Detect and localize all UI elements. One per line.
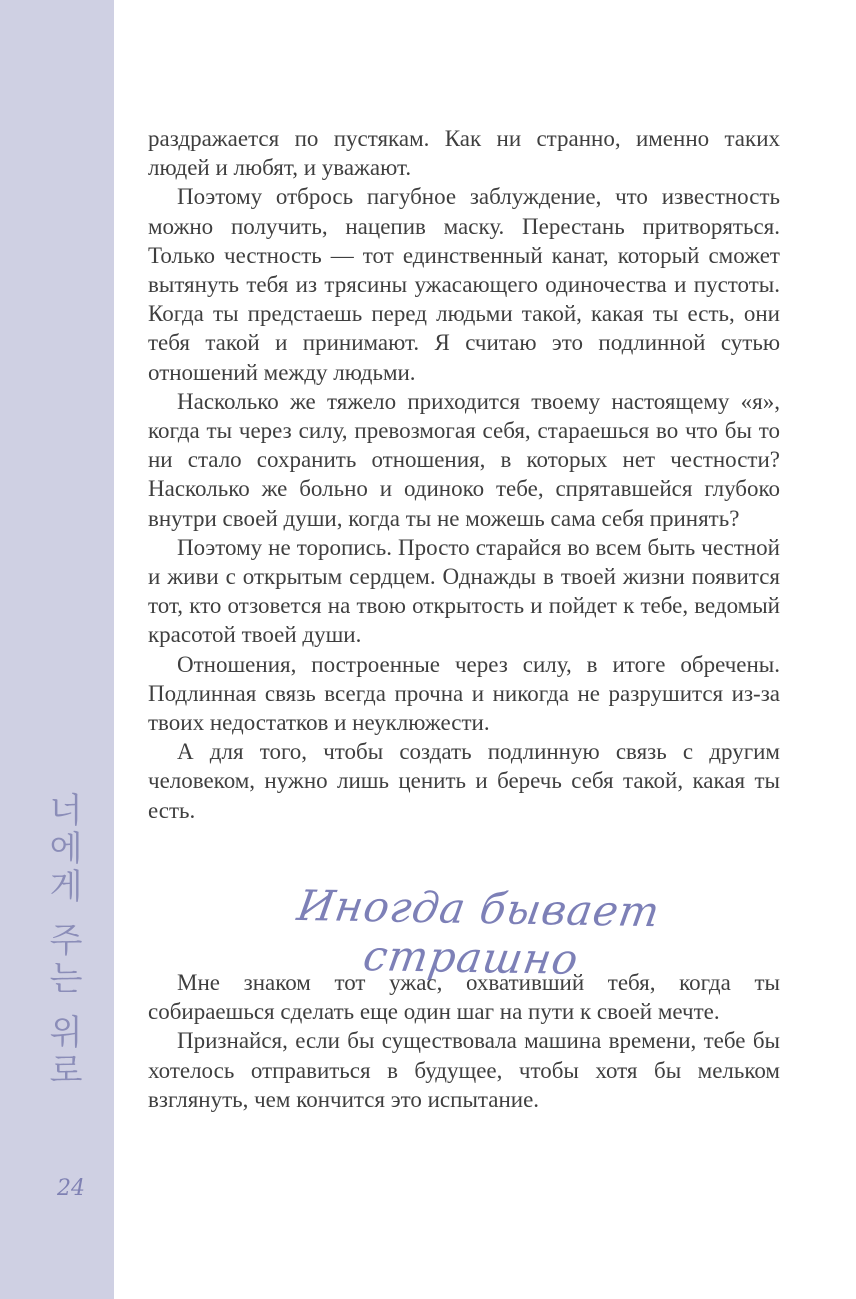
paragraph: Отношения, построенные через силу, в итоге обречены. Подлинная связь всегда прочна и никогда не разрушится из-за твоих недостатков и неуклюжести. [148, 651, 780, 736]
section-heading: Иногда бывает страшно [294, 880, 664, 984]
vertical-title-part1: 너 에 게 [49, 791, 83, 907]
paragraph: раздражается по пустякам. Как ни странно, именно таких людей и любят, и уважают. [148, 126, 780, 181]
paragraph: Признайся, если бы существовала машина времени, тебе бы хотелось отправиться в будущее, чтобы хотя бы мельком взглянуть, чем кончится это испытание. [148, 1028, 780, 1112]
vertical-title-part2: 주 는 [49, 921, 83, 999]
section-text [148, 968, 780, 1114]
vertical-title-part3: 위 로 [49, 1013, 83, 1091]
paragraph: Поэтому отбрось пагубное заблуждение, что известность можно получить, нацепив маску. Перестань притворяться. Только честность — тот единственный канат, который сможет вытянуть тебя из трясины ужасающего одиночества и пустоты. Когда ты предстаешь перед людьми такой, какая ты есть, они тебя такой и принимают. Я считаю это подлинной сутью отношений между людьми. [148, 184, 780, 385]
paragraph: Мне знаком тот ужас, охвативший тебя, когда ты собираешься сделать еще один шаг на пути к своей мечте. [148, 970, 780, 1025]
page-number: 24 [57, 1176, 85, 1201]
paragraph: Насколько же тяжело приходится твоему настоящему «я», когда ты через силу, превозмогая себя, стараешься во что бы то ни стало сохранить отношения, в которых нет честности? Насколько же больно и одиноко тебе, спрятавшейся глубоко внутри своей души, когда ты не можешь сама себя принять? [148, 388, 780, 531]
side-band [0, 0, 114, 1299]
vertical-book-title [36, 792, 96, 1090]
paragraph: Поэтому не торопись. Просто старайся во всем быть честной и живи с открытым сердцем. Однажды в твоей жизни появится тот, кто отзовется на твою открытость и пойдет к тебе, ведомый красотой твоей души. [148, 534, 780, 648]
main-text [148, 124, 780, 825]
paragraph: А для того, чтобы создать подлинную связь с другим человеком, нужно лишь ценить и беречь себя такой, какая ты есть. [148, 739, 780, 823]
